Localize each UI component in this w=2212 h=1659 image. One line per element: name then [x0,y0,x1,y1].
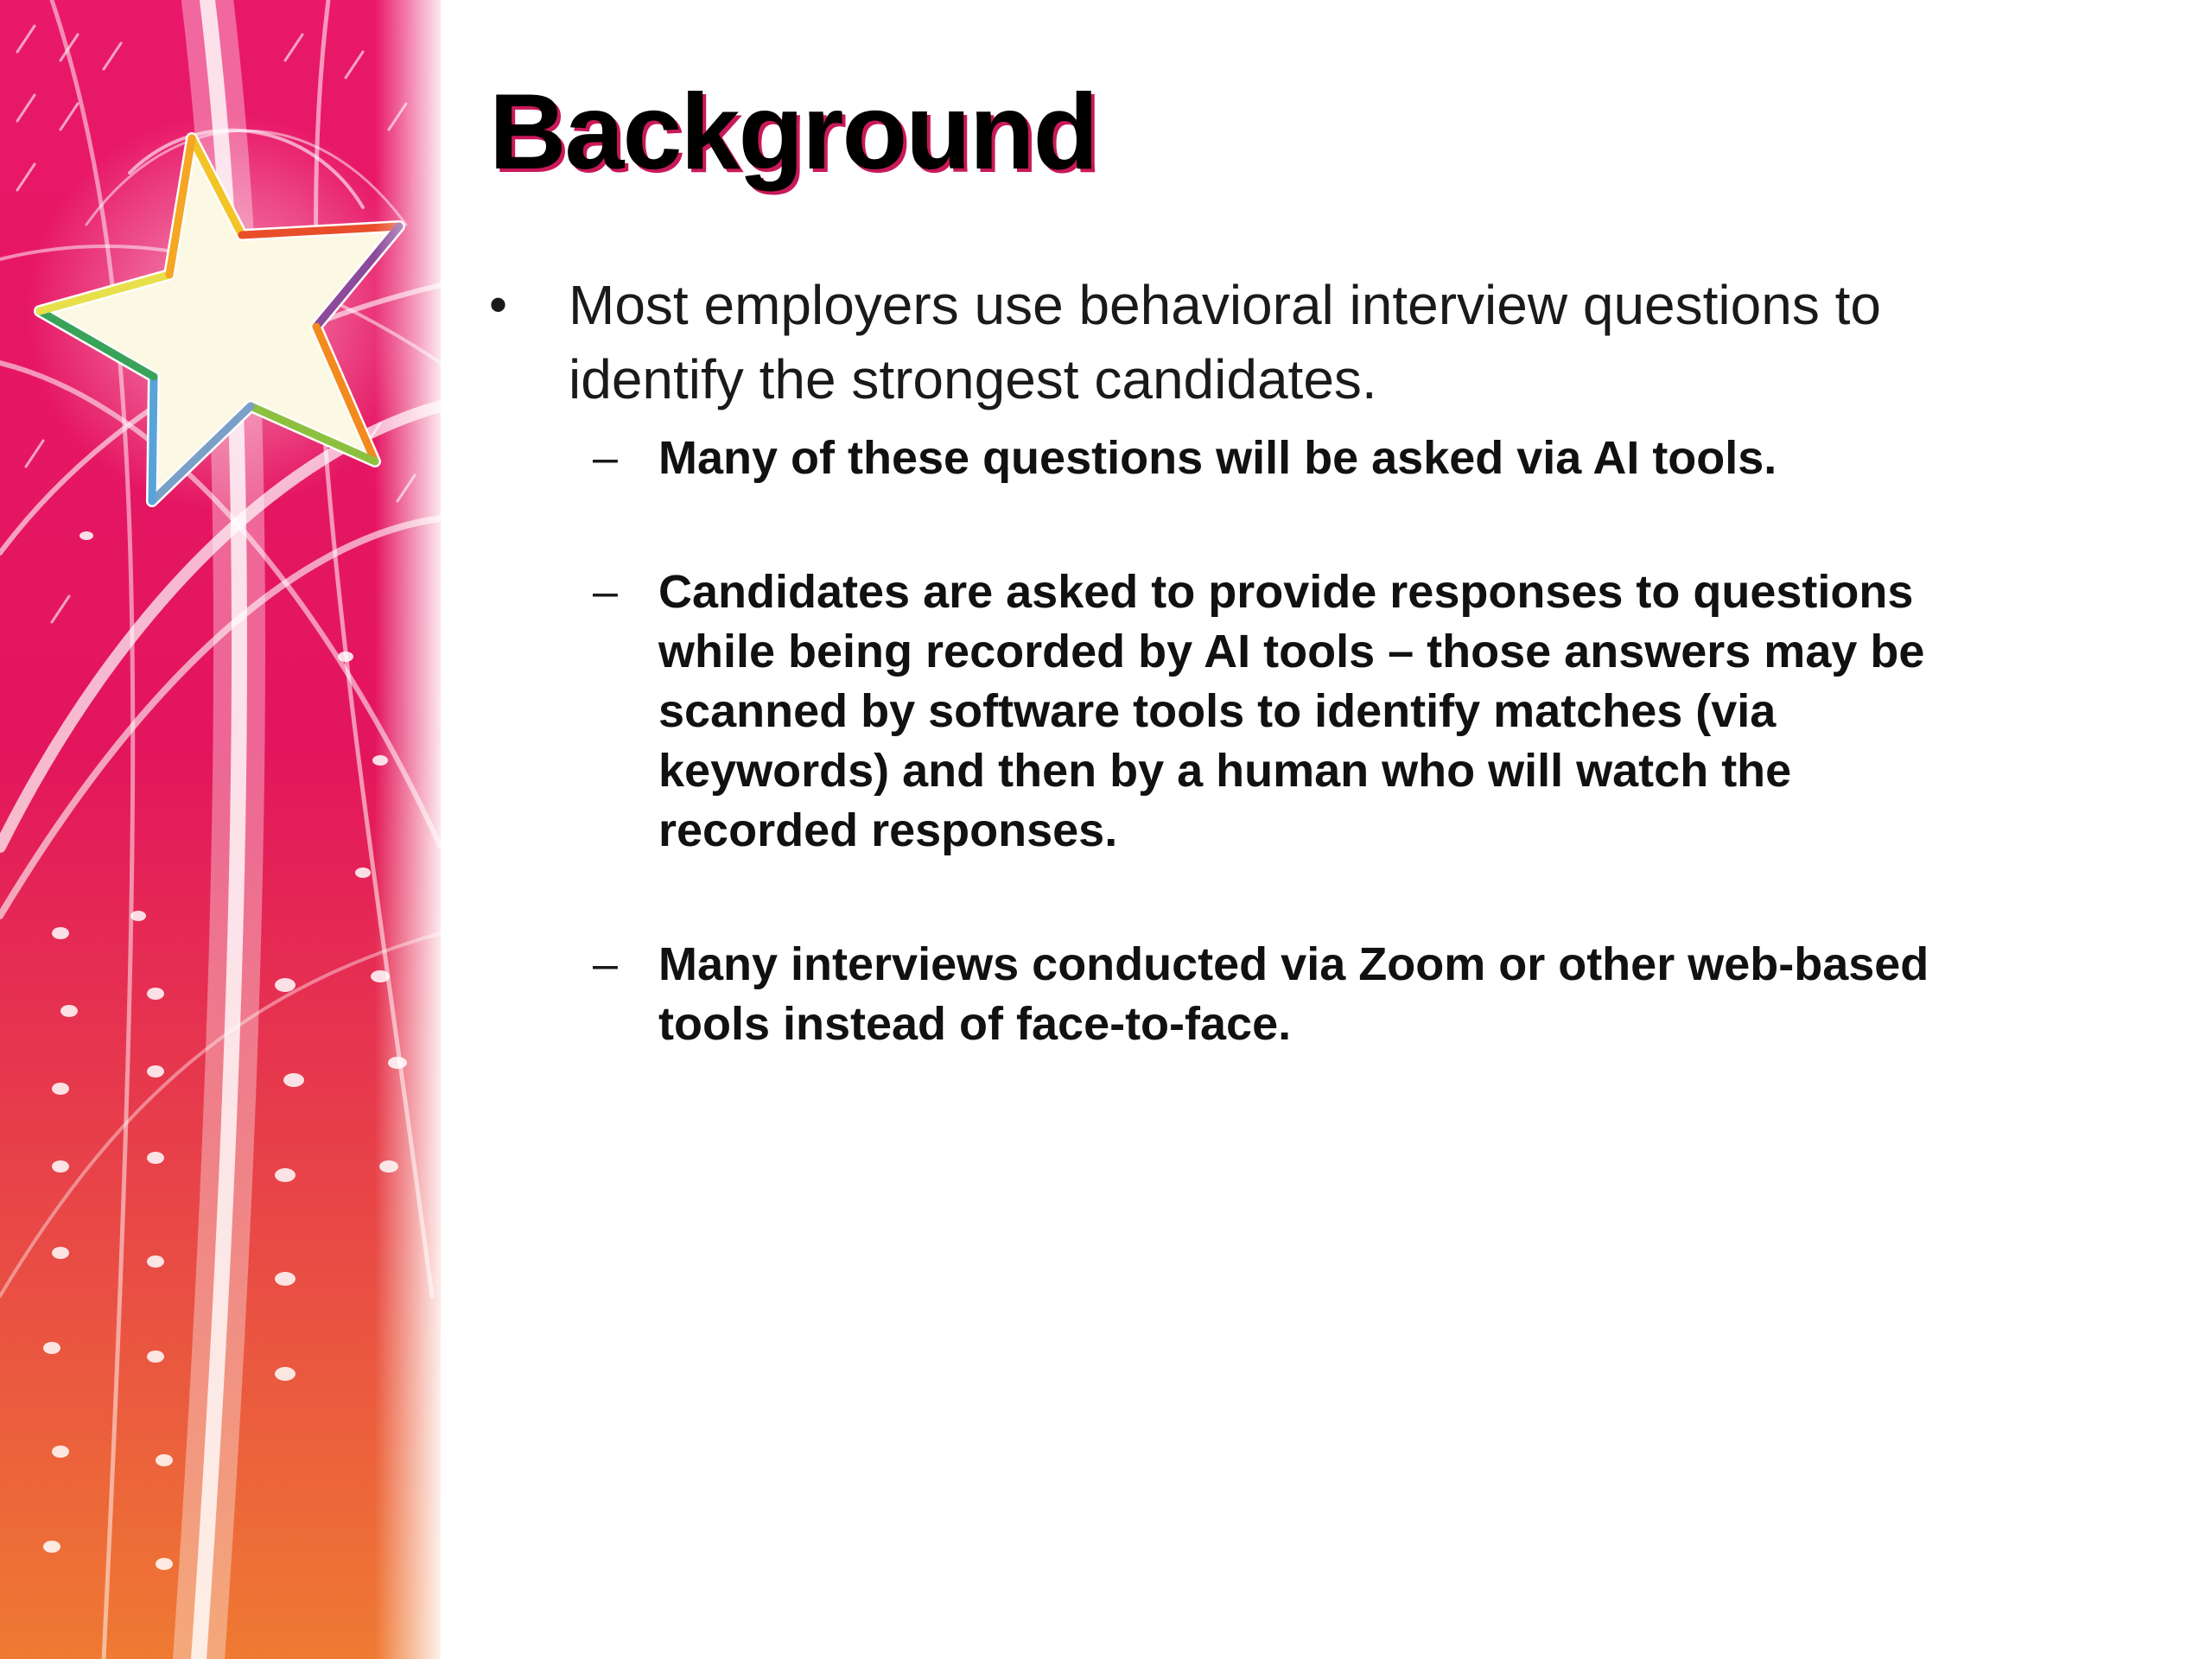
dash-marker: – [593,567,618,617]
sub-bullet-text: Candidates are asked to provide responses to questions while being recorded by AI tools – those answers may be scanned by software tools to identify matches (via keywords) and then by a human who will watch the recorded responses. [658,566,1925,856]
slide-content [489,268,1975,1054]
bullet-text: Most employers use behavioral interview questions to identify the strongest candidates. [569,274,1881,410]
sub-bullet-item [593,935,1975,1054]
sub-bullet-list [489,429,1975,1054]
bullet-marker: • [489,276,508,334]
sub-bullet-text: Many interviews conducted via Zoom or other web-based tools instead of face-to-face. [658,938,1929,1050]
sub-bullet-item [593,563,1975,861]
bullet-item [489,268,1975,416]
dash-marker: – [593,433,618,483]
slide-title: Background [489,73,1097,192]
sub-bullet-item [593,429,1975,488]
sub-bullet-text: Many of these questions will be asked via AI tools. [658,432,1777,484]
dash-marker: – [593,939,618,989]
decorative-side-panel [0,0,441,1659]
